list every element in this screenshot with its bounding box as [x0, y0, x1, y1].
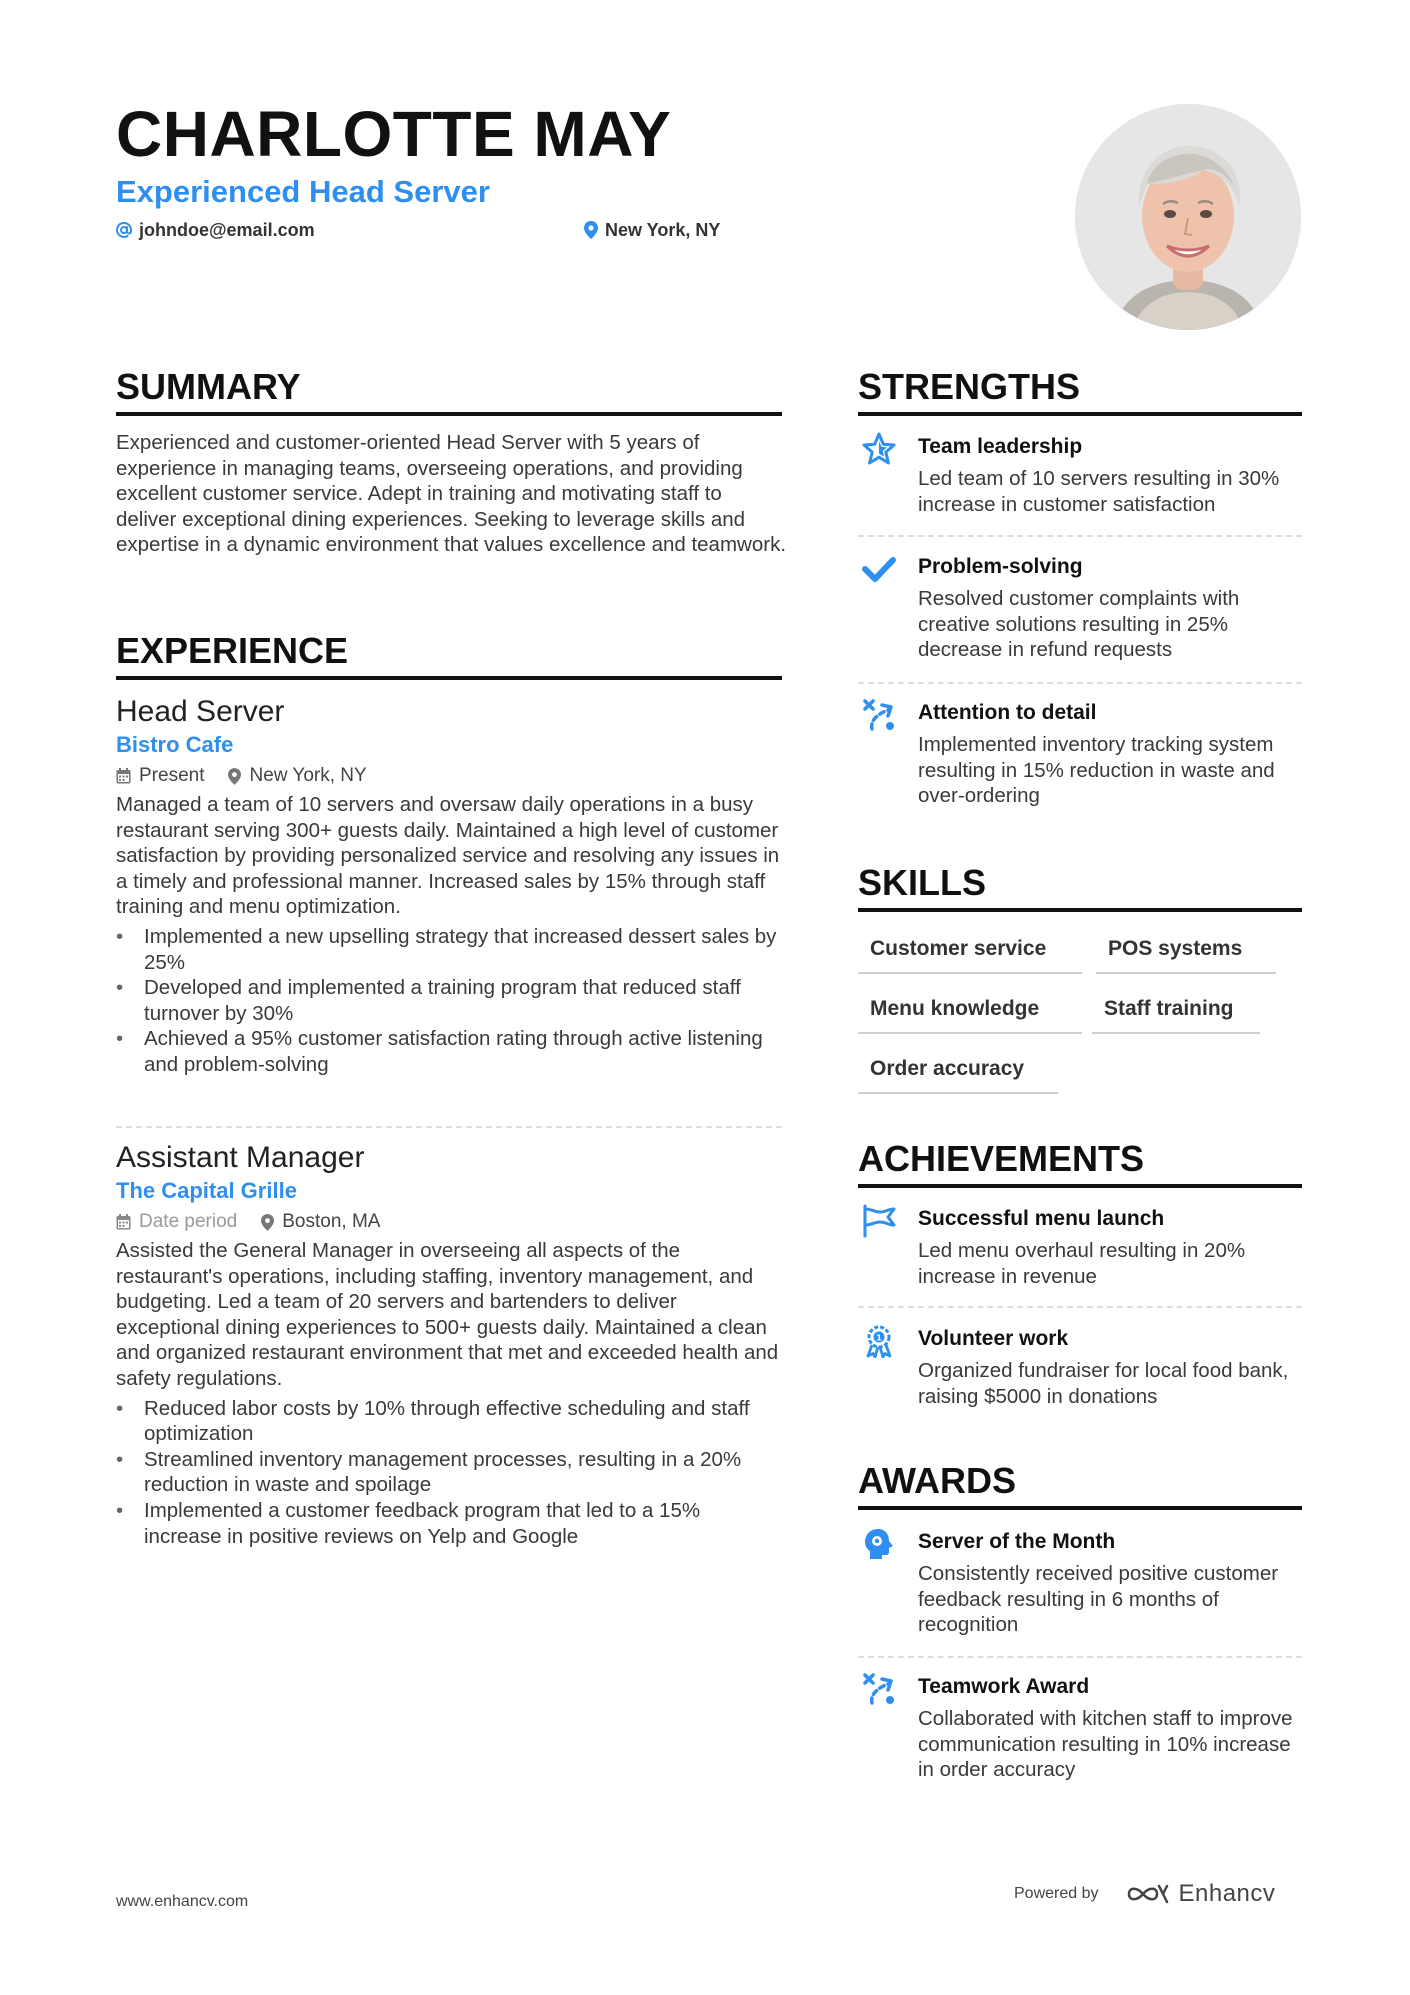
skills-heading: SKILLS	[858, 862, 1302, 912]
brand-name: Enhancv	[1178, 1880, 1276, 1907]
award-desc: Collaborated with kitchen staff to improve communication resulting in 10% increase in order accuracy	[918, 1707, 1293, 1782]
job-company: The Capital Grille	[116, 1178, 297, 1203]
award-title: Server of the Month	[918, 1530, 1116, 1553]
strength-item	[858, 698, 1302, 809]
star-icon	[862, 432, 896, 466]
skill-tag: Order accuracy	[858, 1055, 1058, 1094]
item-divider	[858, 682, 1302, 684]
strength-desc: Led team of 10 servers resulting in 30% increase in customer satisfaction	[918, 467, 1280, 516]
strengths-heading: STRENGTHS	[858, 366, 1302, 416]
head-idea-icon	[862, 1527, 896, 1561]
candidate-title: Experienced Head Server	[116, 174, 490, 209]
job-location-text: New York, NY	[249, 765, 367, 786]
strength-title: Attention to detail	[918, 701, 1097, 724]
strategy-icon	[862, 698, 896, 732]
job-bullets	[116, 1396, 782, 1550]
bullet-item: • Reduced labor costs by 10% through effective scheduling and staff optimization	[116, 1396, 782, 1447]
profile-photo	[1075, 104, 1301, 330]
bullet-item: • Streamlined inventory management processes, resulting in a 20% reduction in waste and spoilage	[116, 1447, 782, 1498]
skill-tag: Customer service	[858, 935, 1082, 974]
calendar-icon	[116, 1214, 131, 1230]
bullet-item: • Achieved a 95% customer satisfaction rating through active listening and problem-solving	[116, 1026, 782, 1077]
job-date-text: Date period	[139, 1211, 238, 1232]
achievement-desc: Organized fundraiser for local food bank, raising $5000 in donations	[918, 1359, 1289, 1408]
job-date	[116, 762, 204, 790]
item-divider	[858, 535, 1302, 537]
job-location-text: Boston, MA	[282, 1211, 381, 1232]
location-pin-icon	[228, 768, 241, 785]
job-date	[116, 1208, 237, 1236]
achievement-title: Volunteer work	[918, 1327, 1069, 1350]
job-entry	[116, 1140, 782, 1549]
achievement-item	[858, 1204, 1302, 1289]
svg-text:1: 1	[876, 1333, 882, 1343]
job-description: Managed a team of 10 servers and oversaw daily operations in a busy restaurant serving 300+ guests daily. Maintained a high level of customer satisfaction by providing personalized service and resolving any issues in a timely and professional manner. Increased sales by 15% through staff training and menu optimization.	[116, 793, 780, 919]
contact-email	[116, 218, 315, 242]
summary-text: Experienced and customer-oriented Head Server with 5 years of experience in managing teams, overseeing operations, and providing excellent customer service. Adept in training and motivating staff to deliver exceptional dining experiences. Seeking to leverage skills and expertise in a dynamic environment that values excellence and teamwork.	[116, 431, 787, 557]
job-location	[261, 1208, 380, 1236]
achievement-title: Successful menu launch	[918, 1207, 1165, 1230]
job-role: Head Server	[116, 695, 285, 728]
location-pin-icon	[584, 221, 598, 239]
job-meta	[116, 1208, 782, 1236]
award-title: Teamwork Award	[918, 1675, 1090, 1698]
candidate-name: CHARLOTTE MAY	[116, 98, 672, 170]
award-item	[858, 1672, 1302, 1783]
bullet-item: • Implemented a customer feedback program that led to a 15% increase in positive reviews on Yelp and Google	[116, 1498, 782, 1549]
awards-heading: AWARDS	[858, 1460, 1302, 1510]
checkmark-icon	[862, 552, 896, 586]
footer-powered-by	[1014, 1880, 1275, 1908]
strength-title: Problem-solving	[918, 555, 1083, 578]
bullet-item: • Implemented a new upselling strategy that increased dessert sales by 25%	[116, 924, 782, 975]
contact-location	[584, 218, 720, 242]
at-sign-icon	[116, 222, 132, 238]
item-divider	[858, 1306, 1302, 1308]
job-bullets	[116, 924, 782, 1078]
skill-tag: POS systems	[1096, 935, 1276, 974]
strength-item	[858, 432, 1302, 517]
bullet-item: • Developed and implemented a training program that reduced staff turnover by 30%	[116, 975, 782, 1026]
flag-icon	[862, 1204, 896, 1238]
achievements-heading: ACHIEVEMENTS	[858, 1138, 1302, 1188]
experience-heading: EXPERIENCE	[116, 630, 782, 680]
award-desc: Consistently received positive customer feedback resulting in 6 months of recognition	[918, 1562, 1279, 1637]
summary-heading: SUMMARY	[116, 366, 782, 416]
strength-desc: Resolved customer complaints with creative solutions resulting in 25% decrease in refund requests	[918, 587, 1240, 662]
email-text: johndoe@email.com	[139, 220, 315, 240]
skill-tag: Staff training	[1092, 995, 1260, 1034]
skill-tag: Menu knowledge	[858, 995, 1082, 1034]
job-company: Bistro Cafe	[116, 732, 234, 757]
strategy-icon	[862, 1672, 896, 1706]
achievement-desc: Led menu overhaul resulting in 20% increase in revenue	[918, 1239, 1246, 1288]
strength-title: Team leadership	[918, 435, 1083, 458]
strength-desc: Implemented inventory tracking system resulting in 15% reduction in waste and over-ordering	[918, 733, 1275, 808]
job-description: Assisted the General Manager in overseeing all aspects of the restaurant's operations, including staffing, inventory management, and budgeting. Led a team of 20 servers and bartenders to deliver exceptional dining experiences to 500+ guests daily. Maintained a clean and organized restaurant environment that met and exceeded health and safety regulations.	[116, 1239, 779, 1390]
calendar-icon	[116, 768, 131, 784]
job-date-text: Present	[139, 765, 205, 786]
job-entry	[116, 694, 782, 1078]
ribbon-medal-icon	[862, 1324, 896, 1358]
item-divider	[858, 1656, 1302, 1658]
job-role: Assistant Manager	[116, 1141, 365, 1174]
location-pin-icon	[261, 1214, 274, 1231]
enhancv-logo-icon	[1125, 1881, 1171, 1907]
award-item	[858, 1527, 1302, 1638]
strength-item	[858, 552, 1302, 663]
enhancv-logo[interactable]	[1125, 1880, 1276, 1908]
location-text: New York, NY	[605, 220, 721, 240]
job-divider	[116, 1126, 782, 1128]
job-meta	[116, 762, 782, 790]
achievement-item	[858, 1324, 1302, 1409]
job-location	[228, 762, 366, 790]
powered-by-text: Powered by	[1014, 1885, 1099, 1902]
footer-website[interactable]: www.enhancv.com	[116, 1893, 249, 1910]
